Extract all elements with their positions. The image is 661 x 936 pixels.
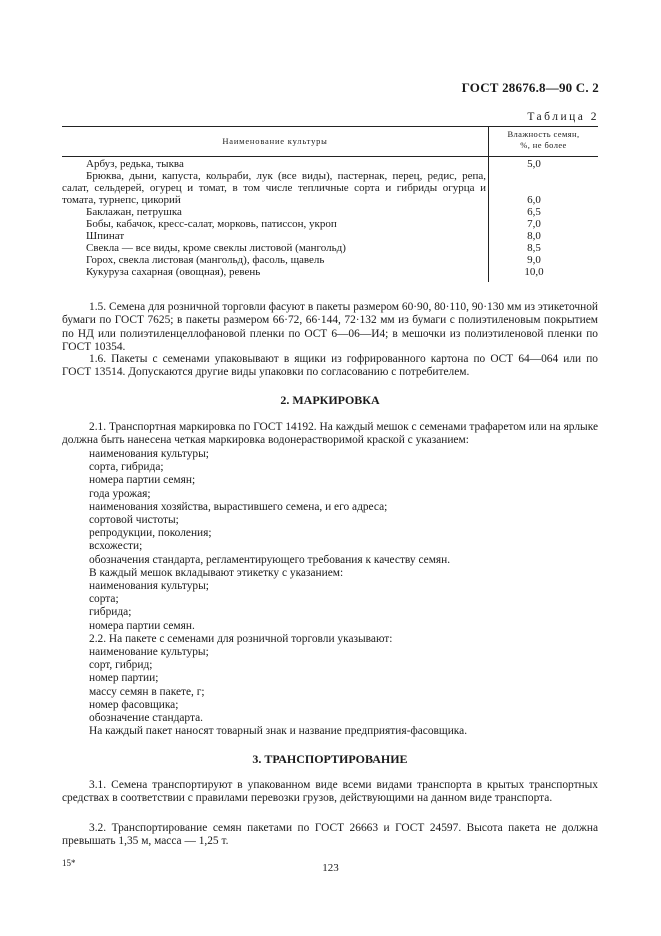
paragraph-1-5 xyxy=(62,301,598,354)
moisture-value-cell: 10,0 xyxy=(524,266,544,278)
crop-name-line: Горох, свекла листовая (мангольд), фасоль, щавель xyxy=(86,254,325,266)
paragraph-1-6-text: 1.6. Пакеты с семенами упаковывают в ящики из гофрированного картона по ОСТ 64—064 или по ГОСТ 13514. Допускаются другие виды упаковки по согласованию с потребителем. xyxy=(62,353,598,379)
list-item: сорт, гибрид; xyxy=(89,659,153,672)
table-header-rule xyxy=(62,156,598,157)
list-item: наименования культуры; xyxy=(89,448,209,460)
paragraph-3-2 xyxy=(62,822,598,849)
crop-name-line: салат, сельдерей, огурец и томат, в том числе тепличные сорта и гибриды огурца и xyxy=(62,182,486,194)
list-item: номер партии; xyxy=(89,672,159,685)
crop-name-line: Арбуз, редька, тыква xyxy=(86,158,184,170)
list-item: обозначение стандарта. xyxy=(89,712,204,724)
paragraph-2-1 xyxy=(62,421,598,448)
column-header-crop: Наименование культуры xyxy=(222,136,328,146)
moisture-value-cell: 8,5 xyxy=(527,242,541,254)
list-item: наименования культуры; xyxy=(89,580,209,592)
moisture-value-cell: 9,0 xyxy=(527,254,541,266)
crop-name-line: Шпинат xyxy=(86,230,125,242)
crop-name-line: Бобы, кабачок, кресс-салат, морковь, патиссон, укроп xyxy=(86,218,337,230)
table-top-rule xyxy=(62,126,598,127)
list-item: 2.2. На пакете с семенами для розничной торговли указывают: xyxy=(89,632,393,645)
section-3-title: 3. ТРАНСПОРТИРОВАНИЕ xyxy=(252,752,408,766)
crop-name-cell xyxy=(62,218,486,230)
paragraph-1-5-text: 1.5. Семена для розничной торговли фасуют в пакеты размером 60·90, 80·110, 90·130 мм из этикеточной бумаги по ГОСТ 7625; в пакеты размером 66·72, 66·144, 72·132 мм из бумаги с полиэтиленовым покрытием по НД или полиэтиленцеллофановой пленки по ОСТ 6—06—И4; в мешочки из полиэтиленовой пленки по ГОСТ 10354. xyxy=(62,301,598,353)
list-item: номера партии семян. xyxy=(89,619,195,632)
crop-name-cell xyxy=(62,158,486,170)
list-item: наименование культуры; xyxy=(89,646,209,658)
list-item: года урожая; xyxy=(89,487,151,500)
list-item: В каждый мешок вкладывают этикетку с указанием: xyxy=(89,566,344,579)
list-item: массу семян в пакете, г; xyxy=(89,685,205,698)
paragraph-1-6 xyxy=(62,353,598,380)
paragraph-3-2-text: 3.2. Транспортирование семян пакетами по ГОСТ 26663 и ГОСТ 24597. Высота пакета не должна превышать 1,35 м, масса — 1,25 т. xyxy=(62,822,598,848)
crop-name-line: Брюква, дыни, капуста, кольраби, лук (все виды), пастернак, перец, редис, репа, xyxy=(86,170,486,182)
column-header-moisture-line1: Влажность семян, xyxy=(507,129,580,139)
crop-name-cell xyxy=(62,266,486,278)
list-item: гибрида; xyxy=(89,606,132,619)
page-number: 123 xyxy=(322,862,339,874)
crop-name-line: Кукуруза сахарная (овощная), ревень xyxy=(86,266,261,278)
moisture-value-cell: 5,0 xyxy=(527,158,541,170)
crop-name-cell xyxy=(62,170,486,206)
document-header: ГОСТ 28676.8—90 С. 2 xyxy=(461,80,599,95)
list-item: наименования хозяйства, вырастившего семена, и его адреса; xyxy=(89,500,388,513)
moisture-value-cell: 6,0 xyxy=(527,194,541,206)
crop-name-line: томата, турнепс, цикорий xyxy=(62,194,181,206)
crop-name-cell xyxy=(62,230,486,242)
list-item: репродукции, поколения; xyxy=(89,527,212,540)
section-2-title: 2. МАРКИРОВКА xyxy=(280,393,380,407)
paragraph-3-1-text: 3.1. Семена транспортируют в упакованном виде всеми видами транспорта в крытых транспортных средствах в соответствии с правилами перевозки грузов, действующими на данном виде транспорта. xyxy=(62,779,598,805)
footer-mark: 15* xyxy=(62,858,76,868)
list-item: всхожести; xyxy=(89,540,143,553)
list-item: сорта, гибрида; xyxy=(89,461,164,474)
crop-name-cell xyxy=(62,206,486,218)
crop-name-cell xyxy=(62,254,486,266)
list-item: номера партии семян; xyxy=(89,474,196,487)
crop-name-line: Баклажан, петрушка xyxy=(86,206,182,218)
crop-name-cell xyxy=(62,242,486,254)
list-item: номер фасовщика; xyxy=(89,698,179,711)
moisture-value-cell: 6,5 xyxy=(527,206,541,218)
paragraph-2-1-text: 2.1. Транспортная маркировка по ГОСТ 14192. На каждый мешок с семенами трафаретом или на ярлыке должна быть нанесена четкая маркировка водонерастворимой краской с указанием: xyxy=(62,421,598,447)
list-item: На каждый пакет наносят товарный знак и название предприятия-фасовщика. xyxy=(89,725,468,738)
crop-name-line: Свекла — все виды, кроме свеклы листовой (мангольд) xyxy=(86,242,346,254)
column-header-moisture-line2: %, не более xyxy=(520,140,567,150)
moisture-value-cell: 7,0 xyxy=(527,218,541,230)
paragraph-3-1 xyxy=(62,779,598,806)
column-header-moisture xyxy=(489,129,598,151)
list-item: сорта; xyxy=(89,593,119,606)
moisture-value-cell: 8,0 xyxy=(527,230,541,242)
list-item: обозначения стандарта, регламентирующего требования к качеству семян. xyxy=(89,553,451,566)
list-item: сортовой чистоты; xyxy=(89,514,179,526)
table-caption: Таблица 2 xyxy=(527,111,599,123)
